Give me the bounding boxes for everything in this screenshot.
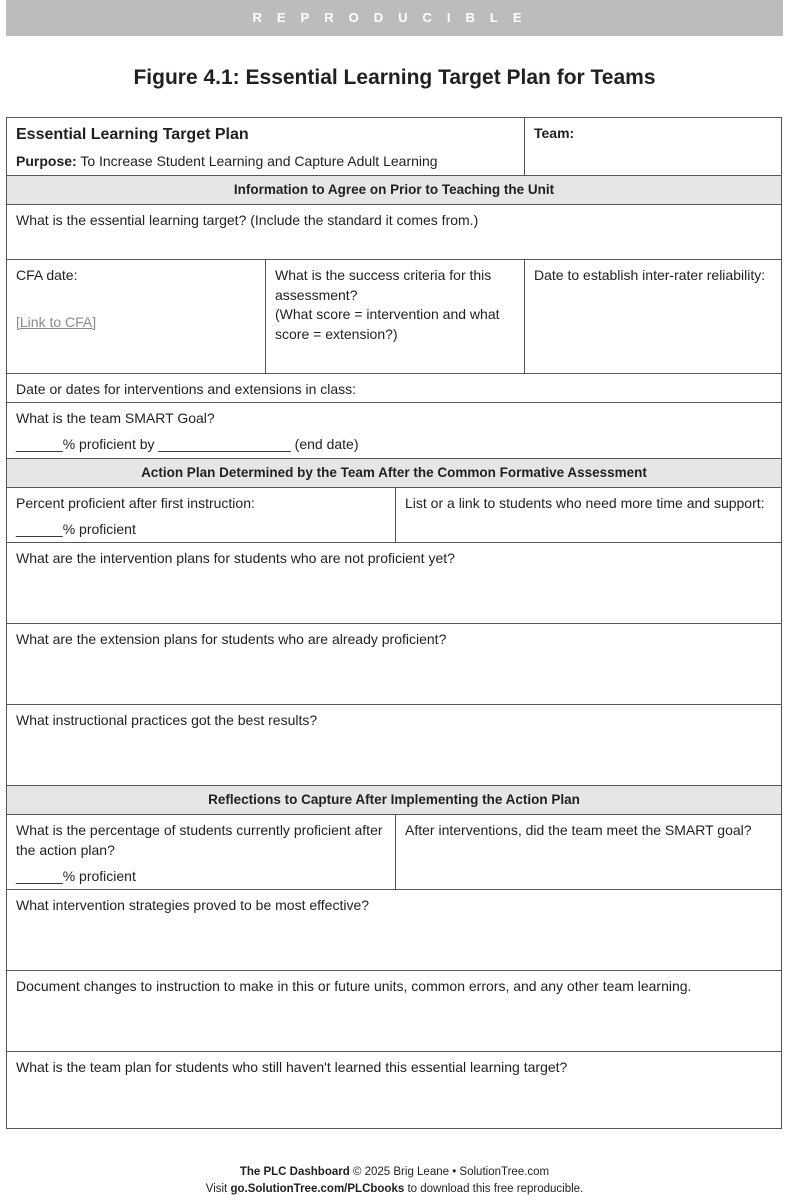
footer-visit: Visit [205, 1182, 231, 1195]
plan-header-cell [7, 118, 524, 175]
figure-title: Figure 4.1: Essential Learning Target Plan for Teams [133, 66, 656, 89]
inter-rater-field[interactable] [524, 259, 781, 373]
percent-current-prompt: What is the percentage of students currently proficient after the action plan? [16, 822, 383, 858]
essential-target-prompt: What is the essential learning target? (Include the standard it comes from.) [16, 212, 479, 228]
section-header-action-plan: Action Plan Determined by the Team After the Common Formative Assessment [7, 458, 781, 487]
page-footer [0, 1164, 789, 1197]
cfa-date-field[interactable] [7, 259, 265, 373]
cfa-link[interactable]: [Link to CFA] [16, 314, 97, 330]
footer-book-title: The PLC Dashboard [239, 1166, 350, 1178]
intervention-dates-prompt: Date or dates for interventions and extensions in class: [16, 381, 357, 397]
success-criteria-field[interactable] [265, 259, 524, 373]
intervention-dates-field[interactable] [7, 373, 781, 402]
percent-current-field[interactable] [7, 814, 395, 889]
target-plan-form [6, 117, 782, 1129]
footer-copyright-line [0, 1164, 789, 1181]
success-criteria-note: (What score = intervention and what score = extension?) [275, 306, 500, 342]
document-changes-field[interactable] [7, 970, 781, 1051]
students-support-field[interactable] [395, 487, 781, 542]
footer-copyright: © 2025 Brig Leane • SolutionTree.com [349, 1166, 550, 1178]
plan-title: Essential Learning Target Plan [16, 126, 249, 143]
section-header-prior: Information to Agree on Prior to Teaching the Unit [7, 175, 781, 204]
smart-goal-line: ______% proficient by _________________ (end date) [16, 436, 359, 452]
percent-first-prompt: Percent proficient after first instruction: [16, 495, 255, 511]
essential-target-field[interactable] [7, 204, 781, 259]
document-changes-prompt: Document changes to instruction to make in this or future units, common errors, and any other team learning. [16, 978, 692, 994]
team-plan-field[interactable] [7, 1051, 781, 1128]
percent-current-line: ______% proficient [16, 868, 136, 884]
best-practices-field[interactable] [7, 704, 781, 785]
team-cell[interactable] [524, 118, 781, 175]
students-support-prompt: List or a link to students who need more time and support: [405, 495, 765, 511]
percent-first-instruction-field[interactable] [7, 487, 395, 542]
inter-rater-prompt: Date to establish inter-rater reliability: [534, 267, 766, 283]
success-criteria-prompt: What is the success criteria for this assessment? [275, 267, 492, 303]
purpose-label: Purpose: [16, 153, 77, 169]
smart-goal-prompt: What is the team SMART Goal? [16, 410, 215, 426]
best-practices-prompt: What instructional practices got the best results? [16, 712, 318, 728]
met-smart-goal-prompt: After interventions, did the team meet the SMART goal? [405, 822, 752, 838]
team-label: Team: [534, 125, 575, 141]
section-header-reflections: Reflections to Capture After Implementing the Action Plan [7, 785, 781, 814]
footer-rest: to download this free reproducible. [404, 1182, 584, 1195]
footer-url[interactable]: go.SolutionTree.com/PLCbooks [230, 1182, 405, 1195]
extension-plans-prompt: What are the extension plans for students who are already proficient? [16, 631, 447, 647]
intervention-plans-prompt: What are the intervention plans for students who are not proficient yet? [16, 550, 455, 566]
purpose-text: To Increase Student Learning and Capture Adult Learning [76, 153, 438, 169]
plan-purpose [16, 152, 438, 172]
cfa-date-label: CFA date: [16, 267, 78, 283]
effective-strategies-prompt: What intervention strategies proved to be most effective? [16, 897, 370, 913]
percent-first-line: ______% proficient [16, 521, 136, 537]
team-plan-prompt: What is the team plan for students who still haven't learned this essential learning target? [16, 1059, 568, 1075]
effective-strategies-field[interactable] [7, 889, 781, 970]
smart-goal-field[interactable] [7, 402, 781, 458]
reproducible-banner: REPRODUCIBLE [6, 0, 783, 36]
intervention-plans-field[interactable] [7, 542, 781, 623]
extension-plans-field[interactable] [7, 623, 781, 704]
footer-visit-line [0, 1181, 789, 1198]
met-smart-goal-field[interactable] [395, 814, 781, 889]
